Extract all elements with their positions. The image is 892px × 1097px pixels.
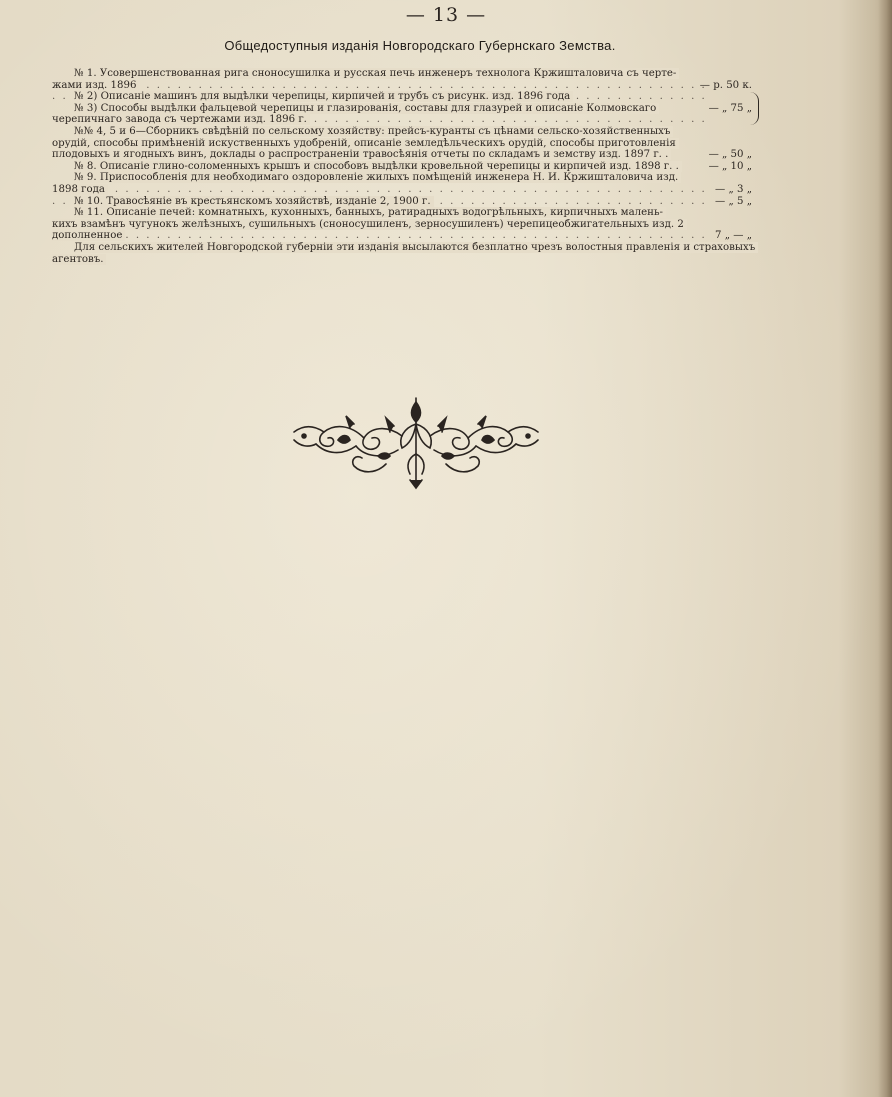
notice-line: агентовъ. bbox=[52, 254, 792, 266]
page-title: Общедоступныя изданія Новгородскаго Губернскаго Земства. bbox=[224, 38, 616, 53]
list-item-line: № 1. Усовершенствованная рига сноносушилка и русская печь инженеръ технолога Кржишталовича съ черте- bbox=[52, 68, 792, 80]
list-item-line: 1898 года . . . bbox=[52, 184, 792, 196]
list-item-line: № 9. Приспособленія для необходимаго оздоровленіе жилыхъ помѣщеній инженера Н. И. Кржишталовича изд. bbox=[52, 172, 792, 184]
list-item-line: жами изд. 1896 . . . bbox=[52, 80, 792, 92]
publications-list bbox=[52, 68, 792, 265]
price-label: — р. 50 к. bbox=[699, 79, 752, 91]
price-label: — „ 3 „ bbox=[715, 184, 752, 195]
price-label: 7 „ — „ bbox=[715, 230, 752, 242]
price-label: — „ 5 „ bbox=[715, 195, 752, 207]
list-item-line: № 11. Описаніе печей: комнатныхъ, кухонныхъ, банныхъ, ратирадныхъ водогрѣльныхъ, кирпичныхъ малень- bbox=[52, 207, 792, 219]
price-label: — „ 10 „ bbox=[708, 160, 752, 172]
list-item-line: черепичнаго завода съ чертежами изд. 1896 г. . . . bbox=[52, 114, 792, 126]
list-item-line: № 3) Способы выдѣлки фальцевой черепицы и глазированія, составы для глазурей и описаніе Колмовскаго bbox=[52, 103, 792, 115]
list-item-line: орудій, способы примѣненій искуственныхъ удобреній, описаніе земледѣльческихъ орудій, способы приготовленія bbox=[52, 138, 792, 150]
list-item-line: № 2) Описаніе машинъ для выдѣлки черепицы, кирпичей и трубъ съ рисунк. изд. 1896 года . . . bbox=[52, 91, 792, 103]
list-item-line: № 8. Описаніе глино-соломенныхъ крышъ и способовъ выдѣлки кровельной черепицы и кирпичей изд. 1898 г. . bbox=[52, 161, 792, 173]
floral-vignette-icon bbox=[290, 394, 542, 490]
list-item-line: кихъ взамѣнъ чугунокъ желѣзныхъ, сушильныхъ (сноносушиленъ, зерносушиленъ) черепицеобжигательныхъ изд. 2 bbox=[52, 219, 792, 231]
list-item-line: плодовыхъ и ягодныхъ винъ, доклады о распространеніи травосѣянія отчеты по складамъ и земству изд. 1897 г. . bbox=[52, 149, 792, 161]
page-number: — 13 — bbox=[405, 4, 487, 26]
page-edge-shadow bbox=[878, 0, 892, 1097]
list-item-line: №№ 4, 5 и 6—Сборникъ свѣдѣній по сельскому хозяйству: прейсъ-куранты съ цѣнами сельско-хозяйственныхъ bbox=[52, 126, 792, 138]
list-item-line: дополненное . . . bbox=[52, 230, 792, 242]
price-label: — „ 75 „ bbox=[708, 102, 752, 114]
notice-line: Для сельскихъ жителей Новгородской губерніи эти изданія высылаются безплатно чрезъ волостныя правленія и страховыхъ bbox=[52, 242, 792, 254]
price-label: — „ 50 „ bbox=[708, 149, 752, 161]
list-item-line: № 10. Травосѣяніе въ крестьянскомъ хозяйствѣ, изданіе 2, 1900 г. . . . bbox=[52, 196, 792, 208]
